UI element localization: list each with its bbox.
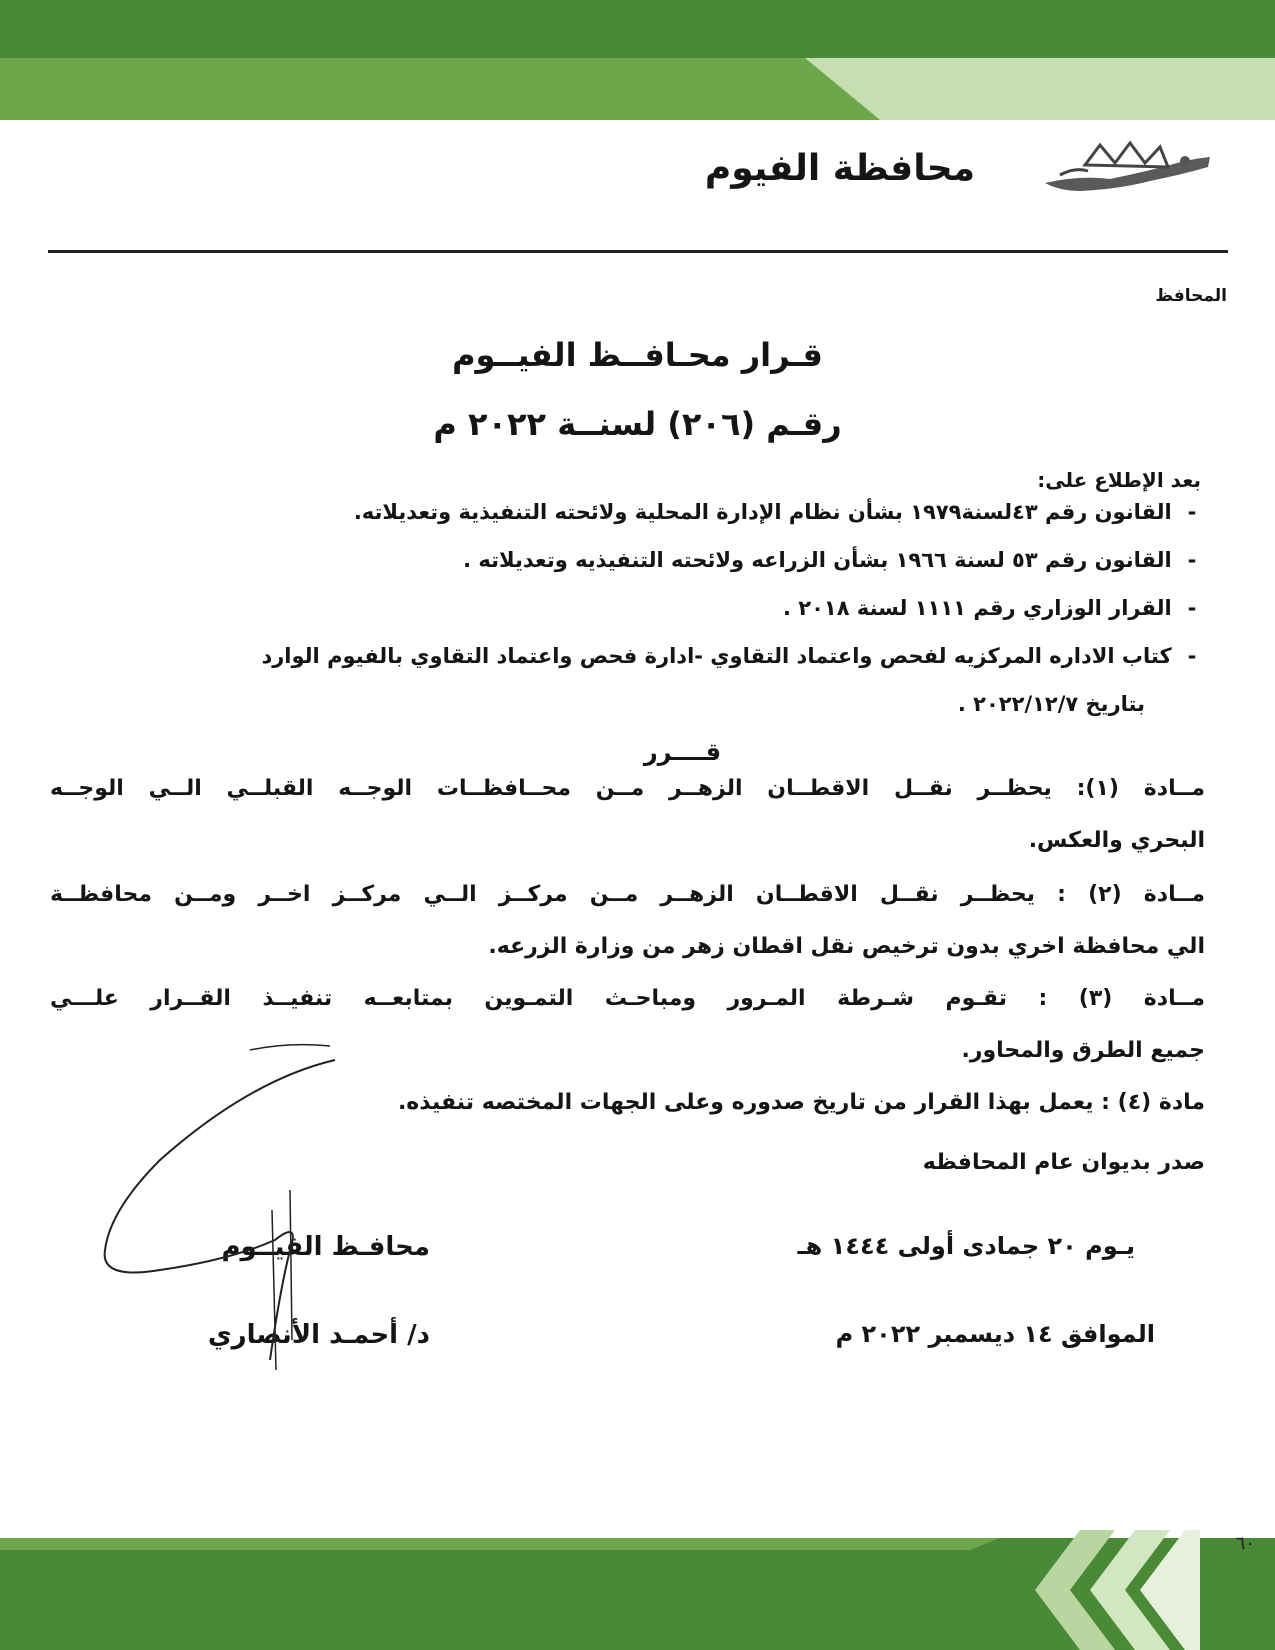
bottom-banner-stripe [0,1538,1000,1550]
article-1-line-1: مــادة (١): يحظــر نقــل الاقطــان الزهــر مــن محــافظــات الوجــه القبلــي الــي الوجــه [50,776,1205,801]
article-1-line-2: البحري والعكس. [1028,828,1205,853]
header-divider [48,250,1228,253]
preamble-item: - القرار الوزاري رقم ١١١١ لسنة ٢٠١٨ . [782,596,1197,620]
governorate-logo-icon [1040,135,1215,200]
article-2-line-2: الي محافظة اخري بدون ترخيص نقل اقطان زهر من وزارة الزرعه. [488,934,1205,959]
article-4: مادة (٤) : يعمل بهذا القرار من تاريخ صدوره وعلى الجهات المختصه تنفيذه. [397,1090,1205,1115]
issued-at: صدر بديوان عام المحافظه [922,1150,1205,1175]
article-3-line-1: مــادة (٣) : تقـوم شـرطة المـرور ومباحـث التمـوين بمتابعــه تنفيــذ القــرار علـــي [50,986,1205,1011]
decrees-heading: قــــرر [643,738,722,766]
preamble-item: - كتاب الاداره المركزيه لفحص واعتماد التقاوي -ادارة فحص واعتماد التقاوي بالفيوم الوارد [261,644,1197,668]
preamble-item-text: القرار الوزاري رقم ١١١١ لسنة ٢٠١٨ . [782,596,1172,620]
office-label: المحافظ [1155,286,1227,306]
preamble-item: - القانون رقم ٤٣لسنة١٩٧٩ بشأن نظام الإدارة المحلية ولائحته التنفيذية وتعديلاته. [353,500,1197,524]
handwritten-signature [100,1040,400,1370]
preamble-item-continuation: بتاريخ ٢٠٢٢/١٢/٧ . [957,692,1145,716]
chevron-left-icon [1010,1520,1200,1650]
preamble-item-text: القانون رقم ٤٣لسنة١٩٧٩ بشأن نظام الإدارة المحلية ولائحته التنفيذية وتعديلاته. [353,500,1172,524]
date-hijri: يـوم ٢٠ جمادى أولى ١٤٤٤ هـ [797,1232,1135,1260]
top-banner-accent [805,58,1275,120]
signatory-name: د/ أحمـد الأنصاري [207,1320,430,1350]
article-3-line-2: جميع الطرق والمحاور. [961,1038,1205,1063]
preamble-intro: بعد الإطلاع على: [1037,468,1201,492]
preamble-item-text: القانون رقم ٥٣ لسنة ١٩٦٦ بشأن الزراعه ولائحته التنفيذيه وتعديلاته . [463,548,1172,572]
top-banner-dark [0,0,1275,58]
article-2-line-1: مــادة (٢) : يحظــر نقــل الاقطــان الزهــر مــن مركــز الــي مركــز اخــر ومــن محافظــة [50,882,1205,907]
preamble-item-text: كتاب الاداره المركزيه لفحص واعتماد التقاوي -ادارة فحص واعتماد التقاوي بالفيوم الوارد [261,644,1172,668]
governorate-name: محافظة الفيوم [704,148,975,189]
decision-number: رقـم (٢٠٦) لسنــة ٢٠٢٢ م [433,405,842,443]
page-number: ٦٠ [1235,1533,1255,1554]
signatory-title: محافـظ الفيــوم [221,1232,430,1262]
decision-title: قـرار محـافــظ الفيــوم [452,336,823,374]
date-gregorian: الموافق ١٤ ديسمبر ٢٠٢٢ م [835,1320,1155,1348]
preamble-item: - القانون رقم ٥٣ لسنة ١٩٦٦ بشأن الزراعه ولائحته التنفيذيه وتعديلاته . [463,548,1197,572]
